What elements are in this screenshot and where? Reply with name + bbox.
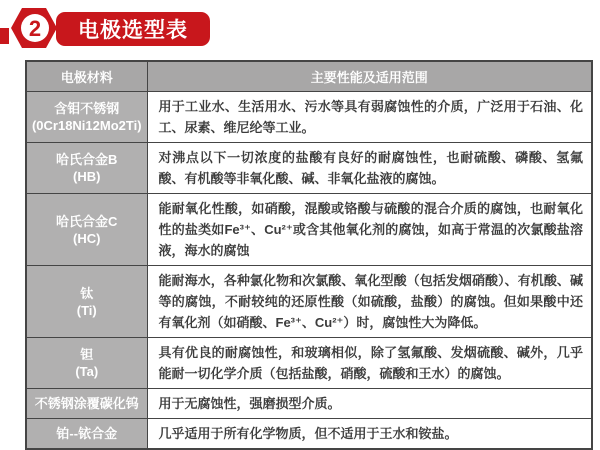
material-designation: (Ti) (76, 302, 97, 318)
material-cell (26, 338, 147, 389)
material-cell (26, 194, 147, 266)
material-designation: (0Cr18Ni12Mo2Ti) (31, 118, 142, 133)
table-row (26, 194, 592, 266)
material-cell (26, 266, 147, 338)
header-row (26, 61, 592, 92)
step-number-badge (10, 6, 58, 50)
description-cell: 对沸点以下一切浓度的盐酸有良好的耐腐蚀性，也耐硫酸、磷酸、氢氟酸、有机酸等非氧化酸、碱、非氧化盐液的腐蚀。 (147, 143, 592, 194)
table-header (26, 61, 592, 92)
electrode-selection-table (25, 60, 593, 450)
table-row (26, 266, 592, 338)
material-designation: (HB) (73, 169, 101, 184)
material-cell (26, 419, 147, 450)
material-cell (26, 92, 147, 143)
description-cell: 用于无腐蚀性，强磨损型介质。 (147, 389, 592, 419)
column-header-material: 电极材料 (26, 61, 147, 92)
banner-title-text: 电极选型表 (78, 19, 188, 42)
column-header-performance: 主要性能及适用范围 (147, 61, 592, 92)
red-edge-square-icon (0, 28, 9, 44)
description-cell: 能耐氧化性酸，如硝酸，混酸或铬酸与硫酸的混合介质的腐蚀，也耐氧化性的盐类如Fe³⁺、Cu²⁺或含其他氧化剂的腐蚀，如高于常温的次氯酸盐溶液，海水的腐蚀 (147, 194, 592, 266)
table-row (26, 389, 592, 419)
material-cell (26, 389, 147, 419)
material-name: 不锈钢涂覆碳化钨 (34, 396, 139, 411)
material-name: 含钼不锈钢 (54, 101, 120, 116)
hexagon-icon (10, 6, 58, 50)
description-cell: 用于工业水、生活用水、污水等具有弱腐蚀性的介质，广泛用于石油、化工、尿素、维尼纶等工业。 (147, 92, 592, 143)
material-cell (26, 143, 147, 194)
material-name: 钽 (80, 347, 94, 362)
material-designation: (HC) (73, 230, 101, 246)
material-name: 钛 (80, 285, 94, 301)
material-name: 哈氏合金B (56, 152, 118, 167)
material-name: 铂--铱合金 (56, 426, 118, 441)
material-designation: (Ta) (75, 364, 99, 379)
description-cell: 几乎适用于所有化学物质，但不适用于王水和铵盐。 (147, 419, 592, 450)
table-row (26, 92, 592, 143)
table-row (26, 338, 592, 389)
badge-number: 2 (28, 16, 42, 41)
table-row (26, 419, 592, 450)
table-row (26, 143, 592, 194)
material-name: 哈氏合金C (56, 213, 118, 229)
title-band (0, 0, 600, 58)
table-body (26, 92, 592, 450)
banner-title (56, 12, 210, 46)
description-cell: 具有优良的耐腐蚀性，和玻璃相似，除了氢氟酸、发烟硫酸、碱外，几乎能耐一切化学介质（包括盐酸，硝酸，硫酸和王水）的腐蚀。 (147, 338, 592, 389)
description-cell: 能耐海水，各种氯化物和次氯酸、氧化型酸（包括发烟硝酸）、有机酸、碱等的腐蚀，不耐较纯的还原性酸（如硫酸，盐酸）的腐蚀。但如果酸中还有氧化剂（如硝酸、Fe³⁺、Cu²⁺）时，腐蚀性大为降低。 (147, 266, 592, 338)
